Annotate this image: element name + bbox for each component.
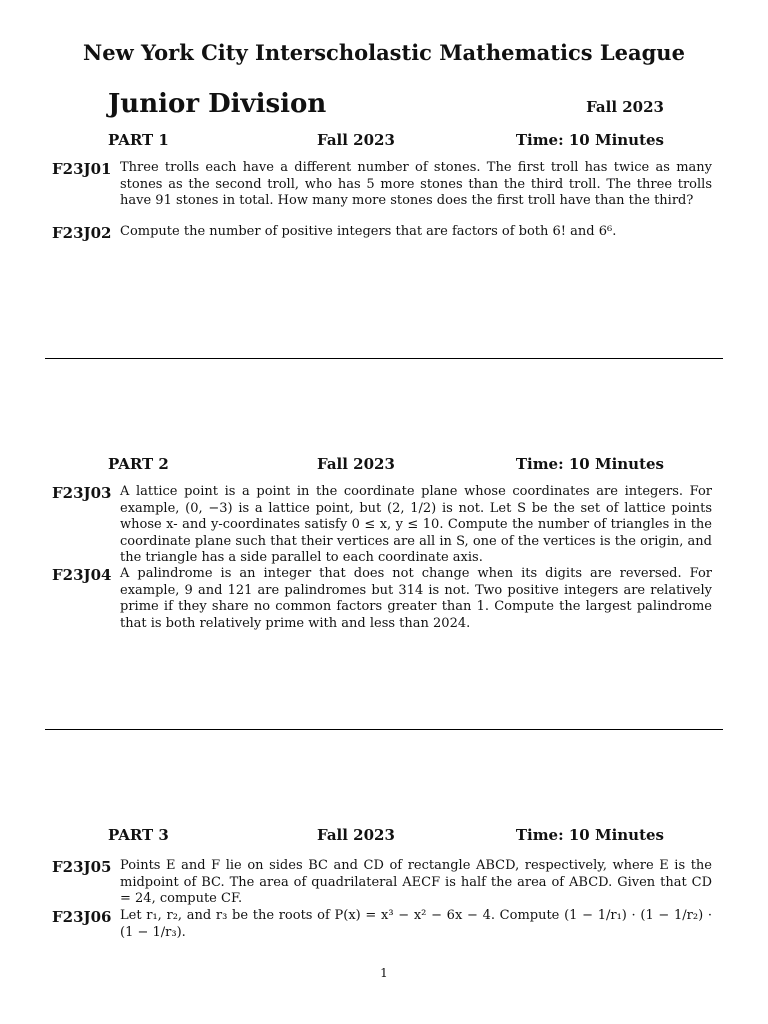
problem-text: Let r₁, r₂, and r₃ be the roots of P(x) = x³ − x² − 6x − 4. Compute (1 − 1/r₁) · (1 − 1/r₂) · (1 − 1/r₃).: [120, 908, 712, 940]
part-season: Fall 2023: [317, 826, 395, 844]
problem: [52, 566, 712, 632]
problem-id: F23J02: [52, 224, 112, 242]
problem-id: F23J04: [52, 566, 112, 584]
league-title: New York City Interscholastic Mathematics League: [83, 40, 685, 65]
part-name: PART 3: [108, 826, 169, 844]
problem-text: A palindrome is an integer that does not change when its digits are reversed. For example, 9 and 121 are palindromes but 314 is not. Two positive integers are relatively prime if they share no common factors greater than 1. Compute the largest palindrome that is both relatively prime with and less than 2024.: [120, 566, 712, 631]
part-time: Time: 10 Minutes: [515, 131, 664, 149]
part-time: Time: 10 Minutes: [515, 455, 664, 473]
problem: [52, 858, 712, 908]
divider: [45, 729, 723, 730]
problem-text: Three trolls each have a different number of stones. The first troll has twice as many stones as the second troll, who has 5 more stones than the third troll. The three trolls have 91 stones in total. How many more stones does the first troll have than the third?: [120, 160, 712, 208]
season-label: Fall 2023: [586, 98, 664, 116]
problem-text: Points E and F lie on sides BC and CD of rectangle ABCD, respectively, where E is the midpoint of BC. The area of quadrilateral AECF is half the area of ABCD. Given that CD = 24, compute CF.: [120, 858, 712, 906]
problem: [52, 484, 712, 567]
problem-id: F23J01: [52, 160, 112, 178]
part-header: [108, 131, 664, 151]
problem: [52, 160, 712, 210]
part-season: Fall 2023: [317, 131, 395, 149]
division-title: Junior Division: [108, 89, 327, 119]
page-number: 1: [380, 966, 388, 980]
part-season: Fall 2023: [317, 455, 395, 473]
problem-text: Compute the number of positive integers that are factors of both 6! and 6⁶.: [120, 224, 617, 239]
problem-id: F23J06: [52, 908, 112, 926]
part-header: [108, 455, 664, 475]
problem: [52, 224, 712, 241]
problem-id: F23J03: [52, 484, 112, 502]
part-time: Time: 10 Minutes: [515, 826, 664, 844]
problem-text: A lattice point is a point in the coordinate plane whose coordinates are integers. For example, (0, −3) is a lattice point, but (2, 1/2) is not. Let S be the set of lattice points whose x- and y-coordinates satisfy 0 ≤ x, y ≤ 10. Compute the number of triangles in the coordinate plane such that their vertices are all in S, one of the vertices is the origin, and the triangle has a side parallel to each coordinate axis.: [120, 484, 712, 565]
problem: [52, 908, 712, 941]
problem-id: F23J05: [52, 858, 112, 876]
part-name: PART 1: [108, 131, 169, 149]
part-name: PART 2: [108, 455, 169, 473]
part-header: [108, 826, 664, 846]
divider: [45, 358, 723, 359]
